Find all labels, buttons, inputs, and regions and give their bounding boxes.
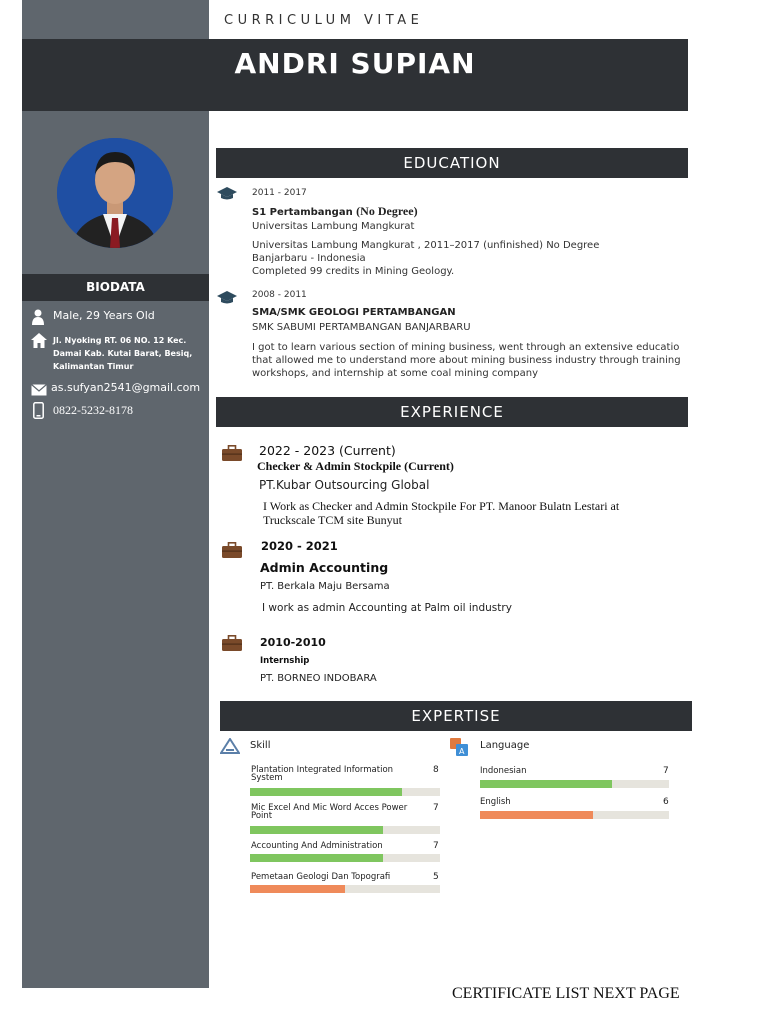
translate-icon [450,738,468,760]
email-text[interactable]: as.sufyan2541@gmail.com [51,381,201,394]
experience-role: Admin Accounting [260,560,389,575]
skill-bar-fill [250,885,345,893]
gender-age-text: Male, 29 Years Old [53,309,155,322]
svg-text:A: A [459,747,465,756]
skill-bar-track [250,885,440,893]
education-degree: SMA/SMK GEOLOGI PERTAMBANGAN [252,307,456,318]
education-years: 2008 - 2011 [252,290,307,300]
skill-value: 8 [433,765,439,775]
skill-icon [220,738,240,758]
language-label: Indonesian [480,766,527,776]
education-school: SMK SABUMI PERTAMBANGAN BANJARBARU [252,322,471,333]
language-label: English [480,797,511,807]
skill-bar-track [250,788,440,796]
skill-bar-track [250,854,440,862]
experience-company: PT. Berkala Maju Bersama [260,581,390,592]
language-bar-fill [480,811,593,819]
biodata-heading: BIODATA [22,274,209,301]
experience-detail: I work as admin Accounting at Palm oil industry [262,602,512,614]
experience-years: 2022 - 2023 (Current) [259,443,396,458]
education-degree-name: S1 Pertambangan [252,207,353,218]
education-detail: Completed 99 credits in Mining Geology. [252,266,455,277]
experience-role: Checker & Admin Stockpile (Current) [257,459,454,473]
skill-label: Pemetaan Geologi Dan Topografi [251,872,391,882]
experience-detail: Truckscale TCM site Bunyut [263,513,403,527]
skill-value: 5 [433,872,439,882]
language-value: 7 [663,766,669,776]
experience-company: PT. BORNEO INDOBARA [260,673,377,684]
education-detail: Banjarbaru - Indonesia [252,253,366,264]
home-icon [31,333,47,352]
experience-heading: EXPERIENCE [216,397,688,427]
language-heading: Language [480,740,530,751]
phone-text: 0822-5232-8178 [53,403,133,417]
address-line: Jl. Nyoking RT. 06 NO. 12 Kec. [53,336,187,345]
education-detail: workshops, and internship at some coal mining company [252,368,539,379]
language-value: 6 [663,797,669,807]
education-detail: that allowed me to understand more about mining business industry through training [252,355,681,366]
skill-label: Plantation Integrated Information System [251,765,394,783]
profile-photo [57,138,173,248]
graduation-cap-icon [217,290,237,309]
skill-bar-fill [250,826,383,834]
document-label: CURRICULUM VITAE [224,13,424,28]
skill-label: Mic Excel And Mic Word Acces Power Point [251,803,408,821]
experience-years: 2020 - 2021 [261,539,338,553]
education-heading: EDUCATION [216,148,688,178]
language-bar-track [480,811,669,819]
address-line: Damai Kab. Kutai Barat, Besiq, [53,349,193,358]
briefcase-icon [222,635,242,655]
experience-years: 2010-2010 [260,636,326,649]
education-detail: Universitas Lambung Mangkurat , 2011–2017 (unfinished) No Degree [252,240,600,251]
skill-bar-fill [250,788,402,796]
education-detail: I got to learn various section of mining business, went through an extensive educatio [252,342,680,353]
expertise-heading: EXPERTISE [220,701,692,731]
language-bar-fill [480,780,612,788]
phone-icon [33,402,44,423]
graduation-cap-icon [217,186,237,205]
briefcase-icon [222,542,242,562]
briefcase-icon [222,445,242,465]
footer-note: CERTIFICATE LIST NEXT PAGE [452,985,680,1002]
education-degree [252,204,418,219]
skill-value: 7 [433,841,439,851]
skill-label: Accounting And Administration [251,841,383,851]
candidate-name: ANDRI SUPIAN [234,47,476,80]
education-school: Universitas Lambung Mangkurat [252,221,415,232]
experience-company: PT.Kubar Outsourcing Global [259,478,430,492]
skill-value: 7 [433,803,439,813]
experience-detail: I Work as Checker and Admin Stockpile For PT. Manoor Bulatn Lestari at [263,499,620,513]
person-icon [31,309,45,329]
experience-role: Internship [260,656,310,666]
language-bar-track [480,780,669,788]
education-years: 2011 - 2017 [252,188,307,198]
skill-bar-track [250,826,440,834]
address-line: Kalimantan Timur [53,362,134,371]
education-degree-note: (No Degree) [356,204,418,218]
mail-icon [31,381,47,400]
skill-bar-fill [250,854,383,862]
skill-heading: Skill [250,740,271,751]
